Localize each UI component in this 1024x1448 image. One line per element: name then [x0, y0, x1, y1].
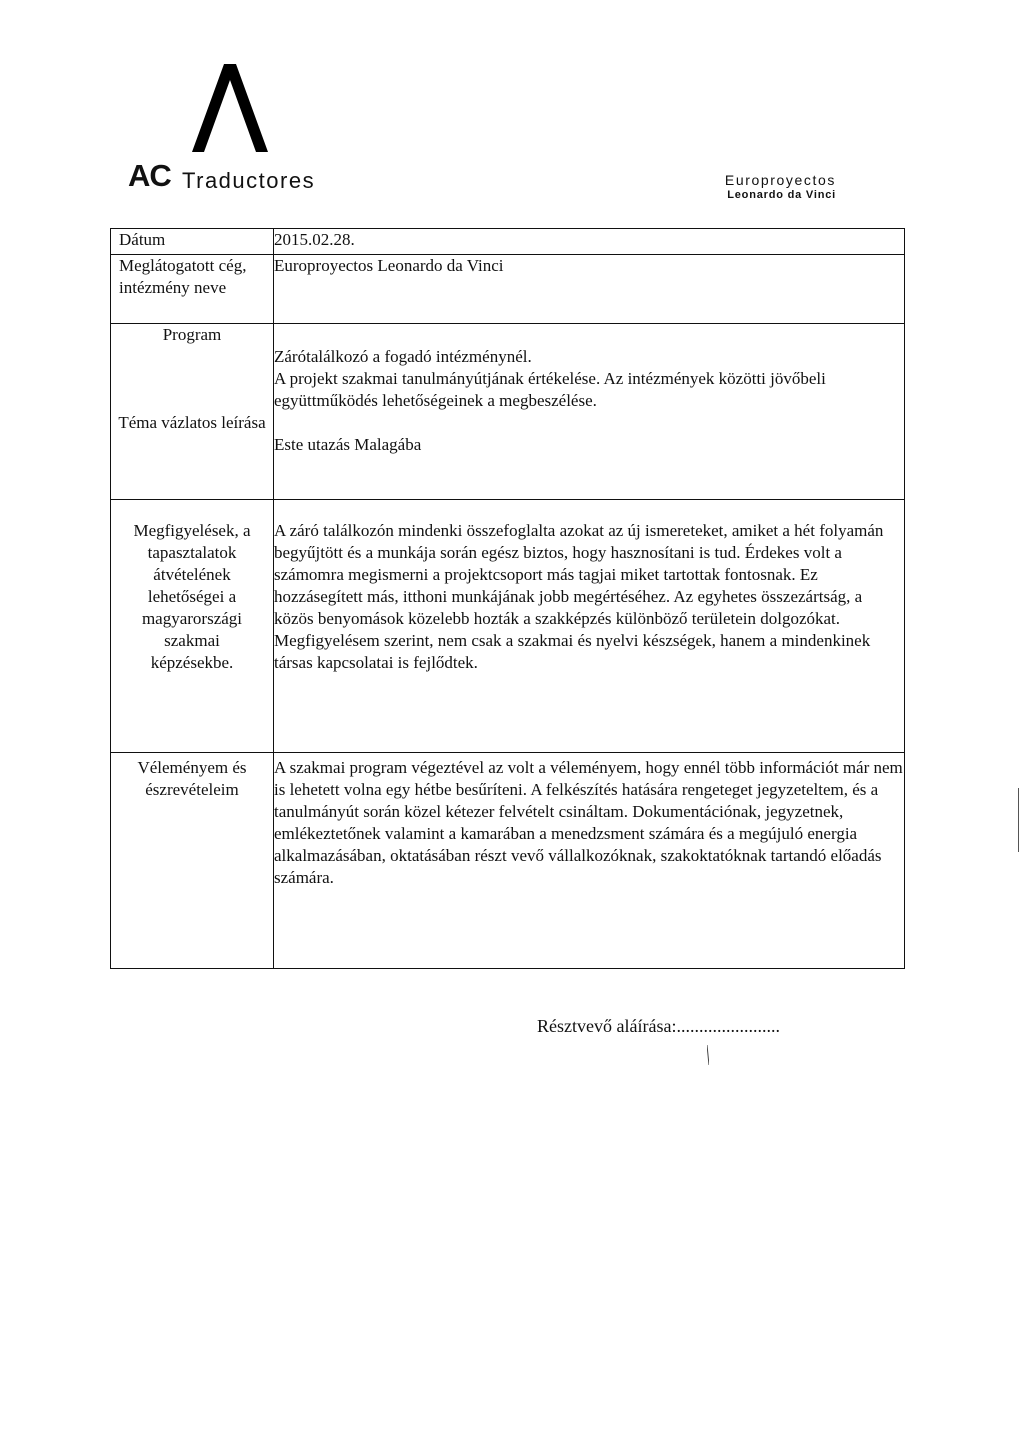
label-observations: [111, 500, 274, 753]
report-table: [110, 228, 905, 969]
scan-edge-line: [1018, 788, 1019, 852]
partner-name: Europroyectos: [724, 172, 836, 188]
label-topic: Téma vázlatos leírása: [118, 413, 266, 432]
value-opinion-text: A szakmai program végeztével az volt a véleményem, hogy ennél több információt már nem is lehetett volna egy hétbe besűríteni. A felkészítés hatására rengeteget jegyzeteltem, és a tanulmányút során közel kétezer felvételt csináltam. Dokumentációnak, jegyzetnek, emlékeztetőnek valamint a kamarában a menedzsment számára és a megújuló energia alkalmazásában, oktatásában részt vevő vállalkozóknak, szakoktatóknak tartandó előadás számára.: [274, 758, 903, 887]
label-datum: Dátum: [111, 229, 274, 255]
label-observations-text: Megfigyelések, a tapasztalatok átvételének lehetőségei a magyarországi szakmai képzésekbe.: [133, 521, 251, 672]
label-company: Meglátogatott cég, intézmény neve: [111, 255, 274, 324]
table-row: [111, 324, 905, 500]
value-company: Europroyectos Leonardo da Vinci: [274, 255, 905, 324]
value-datum: 2015.02.28.: [274, 229, 905, 255]
table-row: [111, 229, 905, 255]
table-row: [111, 255, 905, 324]
partner-subtitle: Leonardo da Vinci: [727, 189, 836, 201]
table-row: [111, 753, 905, 969]
logo-traductores-text: Traductores: [182, 168, 316, 193]
label-opinion-text: Véleményem és észrevételeim: [137, 758, 247, 799]
ac-traductores-logo-icon: [190, 62, 270, 154]
pen-stroke-mark: [707, 1045, 709, 1065]
label-program: Program: [162, 325, 222, 344]
value-observations: [274, 500, 905, 753]
logo-ac-text: AC: [128, 158, 171, 193]
value-observations-text: A záró találkozón mindenki összefoglalta azokat az új ismereteket, amiket a hét folyamán begyűjtött és a munkája során egész biztos, hogy hasznosítani is tud. Érdekes volt a számomra megismerni a projektcsoport más tagjai miket tartottak fontosnak. Ez hozzásegített más, itthoni munkájának jobb megértéséhez. Az egyhetes összezártság, a közös benyomások közelebb hozták a szakképzés különböző területein dolgozókat. Megfigyelésem szerint, nem csak a szakmai és nyelvi készségek, hanem a mindenkinek társas kapcsolatai is fejlődtek.: [274, 521, 884, 672]
value-program-topic: [274, 324, 905, 500]
program-line-2: A projekt szakmai tanulmányútjának értékelése. Az intézmények közötti jövőbeli együttműködés lehetőségeinek a megbeszélése.: [274, 369, 826, 410]
label-program-topic: [111, 324, 274, 500]
participant-signature-line: Résztvevő aláírása:.......................: [537, 1016, 780, 1036]
table-row: [111, 500, 905, 753]
value-opinion: [274, 753, 905, 969]
label-opinion: [111, 753, 274, 969]
value-topic: Este utazás Malagába: [274, 435, 422, 454]
program-line-1: Zárótalálkozó a fogadó intézménynél.: [274, 347, 532, 366]
